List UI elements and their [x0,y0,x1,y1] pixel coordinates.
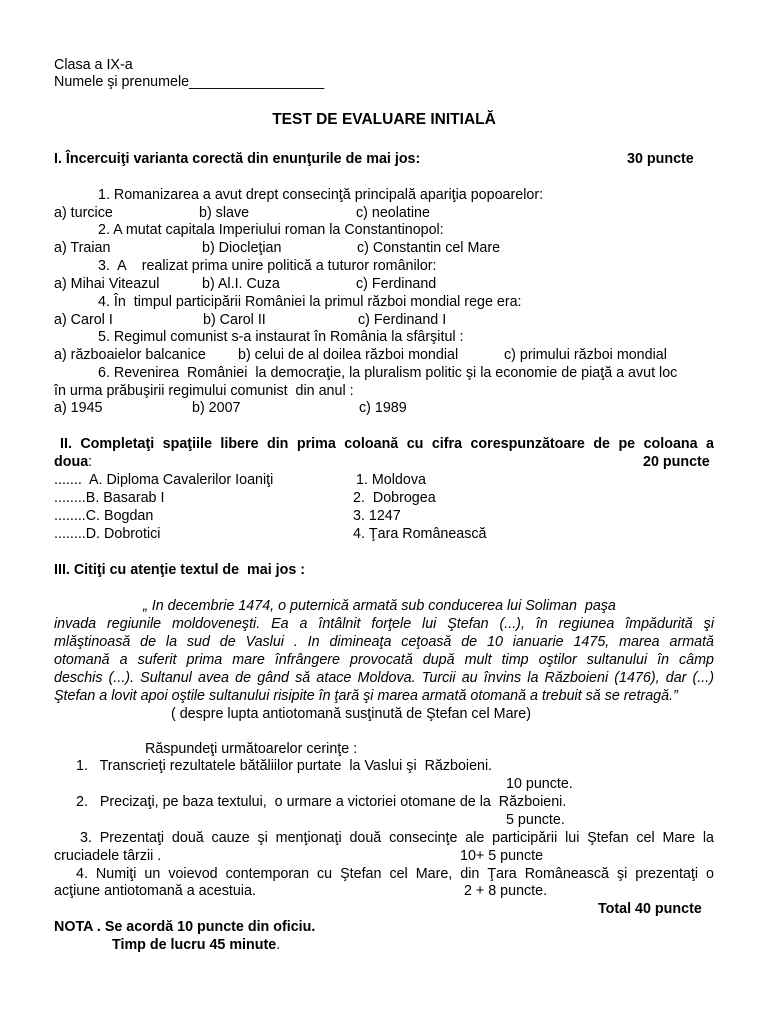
q3-option-b: b) Al.I. Cuza [202,276,280,292]
class-label: Clasa a IX-a [54,57,133,73]
quote-line-1: „ In decembrie 1474, o puternică armată sub conducerea lui Soliman paşa [143,598,616,614]
task-2-points: 5 puncte. [506,812,565,828]
time-line: Timp de lucru 45 minute. [112,937,281,953]
quote-line-4: otomană a suferit prima mare înfrângere provocată după mult timp oştilor sultanului în câmp [54,652,714,668]
quote-source: ( despre lupta antiotomană susţinută de Ştefan cel Mare) [171,706,532,722]
q3-option-c: c) Ferdinand [356,276,437,292]
q5-option-b: b) celui de al doilea război mondial [238,347,459,363]
total-points: Total 40 puncte [598,901,702,917]
question-6-cont: în urma prăbuşirii regimului comunist din anul : [54,383,354,399]
section2-heading-cont: doua: [54,454,93,470]
q6-option-a: a) 1945 [54,400,103,416]
q5-option-c: c) primului război mondial [504,347,667,363]
quote-line-2: invada regiunile moldoveneşti. Ea a întâlnit forţele lui Ştefan (...), în regiunea împădurită şi [54,616,714,632]
match-right-1: 1. Moldova [356,472,426,488]
nota-line: NOTA . Se acordă 10 puncte din oficiu. [54,919,316,935]
q1-option-b: b) slave [199,205,250,221]
q2-option-a: a) Traian [54,240,111,256]
question-2: 2. A mutat capitala Imperiului roman la Constantinopol: [98,222,444,238]
section3-heading: III. Citiţi cu atenţie textul de mai jos : [54,562,306,578]
instructions: Răspundeţi următoarelor cerinţe : [145,741,358,757]
task-3-points: 10+ 5 puncte [460,848,544,864]
task-3-cont: cruciadele târzii . [54,848,162,864]
question-4: 4. În timpul participării României la primul război mondial rege era: [98,294,522,310]
question-3: 3. A realizat prima unire politică a tuturor românilor: [98,258,437,274]
q6-option-b: b) 2007 [192,400,241,416]
q4-option-b: b) Carol II [203,312,266,328]
q5-option-a: a) războaielor balcanice [54,347,206,363]
task-4: 4. Numiţi un voievod contemporan cu Ştefan cel Mare, din Ţara Românească şi prezentaţi o [76,866,714,882]
name-field: Numele şi prenumele_________________ [54,74,325,90]
q4-option-a: a) Carol I [54,312,113,328]
q4-option-c: c) Ferdinand I [358,312,447,328]
match-left-a: ....... A. Diploma Cavalerilor Ioaniţi [54,472,274,488]
section1-points: 30 puncte [627,151,694,167]
match-right-2: 2. Dobrogea [353,490,436,506]
q3-option-a: a) Mihai Viteazul [54,276,160,292]
question-6: 6. Revenirea României la democraţie, la pluralism politic şi la economie de piaţă a avut loc [98,365,678,381]
section2-points: 20 puncte [643,454,710,470]
match-right-4: 4. Ţara Românească [353,526,487,542]
q2-option-c: c) Constantin cel Mare [357,240,501,256]
question-1: 1. Romanizarea a avut drept consecinţă principală apariţia popoarelor: [98,187,544,203]
section2-heading: II. Completaţi spaţiile libere din prima coloană cu cifra corespunzătoare de pe coloana a [60,436,714,452]
quote-line-6: Ştefan a lovit apoi oştile sultanului risipite în ţară şi marea armată otomană a trebuit să se retragă.” [54,688,678,704]
q6-option-c: c) 1989 [359,400,407,416]
match-left-d: ........D. Dobrotici [54,526,161,542]
task-4-cont: acţiune antiotomană a acestuia. [54,883,256,899]
q1-option-a: a) turcice [54,205,113,221]
task-1: 1. Transcrieţi rezultatele bătăliilor purtate la Vaslui şi Războieni. [76,758,493,774]
q2-option-b: b) Diocleţian [202,240,282,256]
task-4-points: 2 + 8 puncte. [464,883,548,899]
question-5: 5. Regimul comunist s-a instaurat în România la sfârşitul : [98,329,464,345]
page-title: TEST DE EVALUARE INITIALĂ [272,111,496,128]
match-right-3: 3. 1247 [353,508,401,524]
quote-line-5: deschis (...). Sultanul avea de gând să atace Moldova. Turcii au învins la Războieni (1476), dar (...) [54,670,714,686]
task-2: 2. Precizaţi, pe baza textului, o urmare a victoriei otomane de la Războieni. [76,794,567,810]
section1-heading: I. Încercuiţi varianta corectă din enunţurile de mai jos: [54,151,421,167]
task-1-points: 10 puncte. [506,776,573,792]
task-3: 3. Prezentaţi două cauze şi menţionaţi două consecinţe ale participării lui Ştefan cel Mare la [80,830,714,846]
q1-option-c: c) neolatine [356,205,430,221]
match-left-b: ........B. Basarab I [54,490,165,506]
quote-line-3: mlăştinoasă de la sud de Vaslui . In dimineaţa ceţoasă de 10 ianuarie 1475, marea armată [54,634,714,650]
match-left-c: ........C. Bogdan [54,508,154,524]
